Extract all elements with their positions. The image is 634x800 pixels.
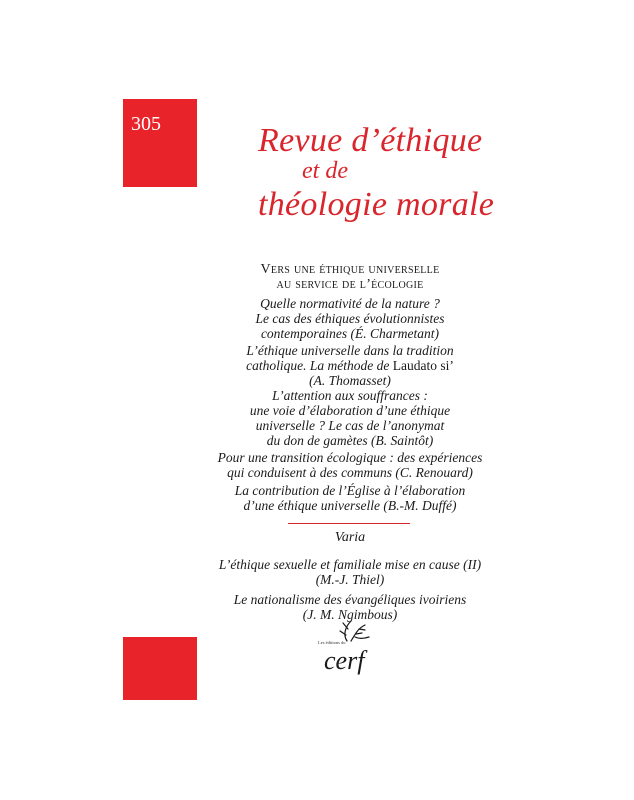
article-2-line-2-text: catholique. La méthode de: [246, 358, 393, 373]
article-5-line-2: d’une éthique universelle (B.-M. Duffé): [243, 498, 457, 513]
publisher-small-text: Les éditions du: [318, 640, 346, 645]
article-2-line-2: [205, 358, 495, 373]
article-5-line-1: La contribution de l’Église à l’élaboration: [234, 483, 466, 498]
article-4-line-1: Pour une transition écologique : des expériences: [217, 450, 483, 465]
article-1: [205, 296, 495, 341]
dossier-heading-line-1: Vers une éthique universelle: [260, 262, 440, 277]
varia-article-1-line-2: (M.-J. Thiel): [315, 572, 385, 587]
article-4-line-2: qui conduisent à des communs (C. Renouard): [227, 465, 473, 480]
publisher-name: cerf: [324, 646, 365, 675]
varia-heading: Varia: [334, 530, 366, 545]
title-line-2: et de: [302, 158, 348, 184]
section-divider: [288, 523, 410, 524]
varia-article-2-line-1: Le nationalisme des évangéliques ivoiriens: [233, 592, 467, 607]
varia-article-2-line-2: (J. M. Ngimbous): [302, 607, 398, 622]
article-2-author: (A. Thomasset): [309, 373, 391, 388]
article-2: [205, 343, 495, 388]
article-2-upright-title: Laudato si’: [392, 358, 454, 373]
dossier-heading-line-2: au service de l’écologie: [276, 277, 424, 292]
article-5: [205, 483, 495, 513]
title-line-3: théologie morale: [258, 186, 495, 223]
varia-article-1: [205, 557, 495, 587]
article-1-line-1: Quelle normativité de la nature ?: [260, 296, 440, 311]
article-4: [205, 450, 495, 480]
article-3-line-1: L’attention aux souffrances :: [272, 388, 428, 403]
article-3-line-2: une voie d’élaboration d’une éthique: [249, 403, 451, 418]
article-3-line-3: universelle ? Le cas de l’anonymat: [255, 418, 445, 433]
article-1-line-3: contemporaines (É. Charmetant): [260, 326, 440, 341]
title-line-1: Revue d’éthique: [258, 122, 483, 159]
dossier-heading: [205, 262, 495, 292]
article-2-line-1: L’éthique universelle dans la tradition: [246, 343, 454, 358]
article-1-line-2: Le cas des éthiques évolutionnistes: [255, 311, 445, 326]
article-3-line-4: du don de gamètes (B. Saintôt): [266, 433, 434, 448]
issue-number-box: [123, 99, 197, 187]
issue-number: 305: [131, 113, 161, 135]
bottom-red-block: [123, 637, 197, 700]
varia-article-1-line-1: L’éthique sexuelle et familiale mise en cause (II): [218, 557, 482, 572]
article-3: [205, 388, 495, 448]
